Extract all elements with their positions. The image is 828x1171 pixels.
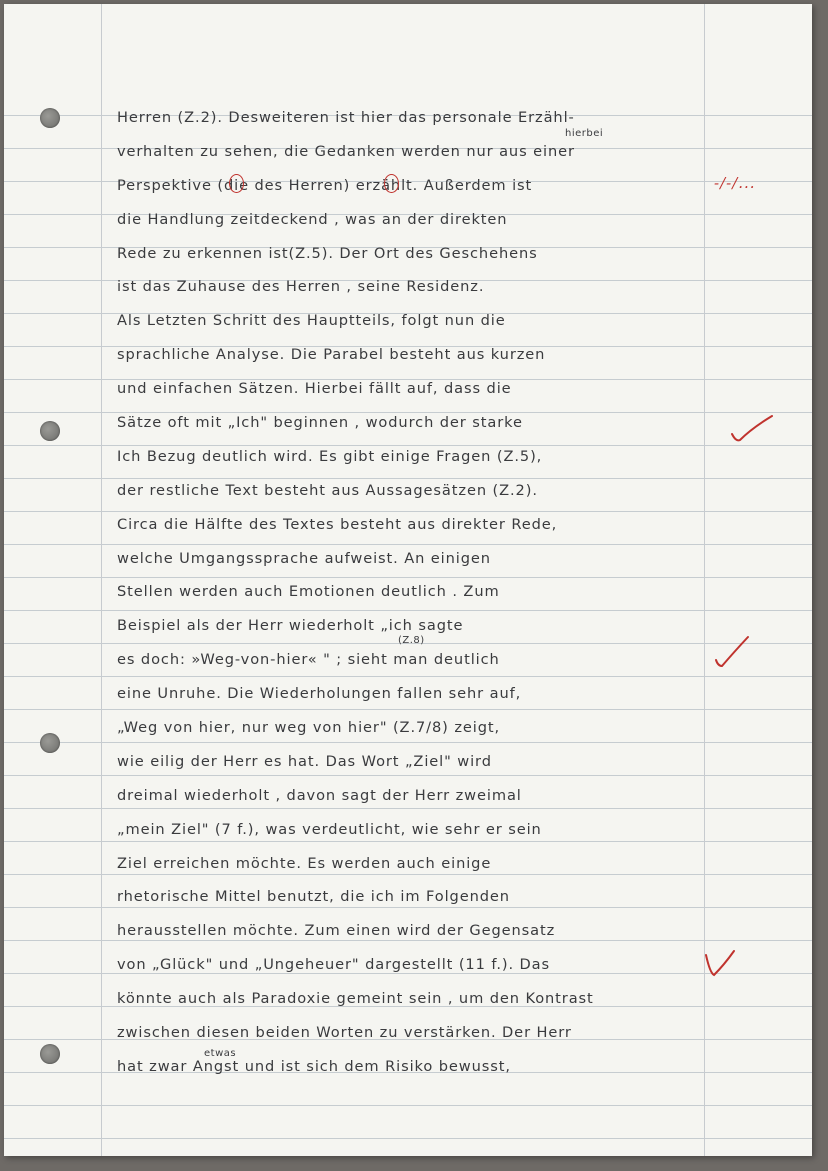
text-line: Circa die Hälfte des Textes besteht aus direkter Rede, (117, 515, 558, 533)
insertion-hierbei: hierbei (565, 128, 604, 139)
correction-circle-mark (229, 174, 244, 193)
left-margin-line (101, 4, 102, 1156)
right-margin-line (704, 4, 705, 1156)
notebook-page (4, 4, 812, 1156)
text-line: herausstellen möchte. Zum einen wird der Gegensatz (117, 922, 556, 940)
text-line: sprachliche Analyse. Die Parabel besteht aus kurzen (117, 346, 546, 364)
insertion-etwas: etwas (204, 1048, 237, 1059)
text-line: ist das Zuhause des Herren , seine Residenz. (117, 278, 485, 296)
text-line: Perspektive (die des Herren) erzählt. Außerdem ist (117, 176, 533, 194)
text-line: welche Umgangssprache aufweist. An einigen (117, 549, 491, 567)
text-line: Als Letzten Schritt des Hauptteils, folgt nun die (117, 312, 506, 330)
text-line: Sätze oft mit „Ich" beginnen , wodurch der starke (117, 414, 523, 432)
text-line: „mein Ziel" (7 f.), was verdeutlicht, wie sehr er sein (117, 820, 542, 838)
text-line: hat zwar Angst und ist sich dem Risiko bewusst, (117, 1057, 511, 1075)
text-line: wie eilig der Herr es hat. Das Wort „Ziel" wird (117, 752, 492, 770)
text-line: Ich Bezug deutlich wird. Es gibt einige Fragen (Z.5), (117, 447, 543, 465)
text-line: der restliche Text besteht aus Aussagesätzen (Z.2). (117, 481, 538, 499)
text-line: verhalten zu sehen, die Gedanken werden nur aus einer (117, 142, 575, 160)
punch-hole-icon (40, 1044, 60, 1064)
checkmark-icon (728, 414, 776, 444)
punch-hole-icon (40, 108, 60, 128)
punch-hole-icon (40, 421, 60, 441)
page-header-band (4, 4, 812, 82)
punch-hole-icon (40, 733, 60, 753)
text-line: könnte auch als Paradoxie gemeint sein , um den Kontrast (117, 990, 594, 1008)
text-line: es doch: »Weg-von-hier« " ; sieht man deutlich (117, 651, 500, 669)
text-line: und einfachen Sätzen. Hierbei fällt auf, dass die (117, 380, 512, 398)
checkmark-icon (712, 634, 752, 670)
text-line: „Weg von hier, nur weg von hier" (Z.7/8) zeigt, (117, 719, 501, 737)
margin-note: -/-/... (714, 174, 756, 192)
handwritten-text (117, 100, 697, 1083)
text-line: dreimal wiederholt , davon sagt der Herr zweimal (117, 786, 522, 804)
checkmark-icon (702, 949, 738, 979)
text-line: Herren (Z.2). Desweiteren ist hier das personale Erzähl- (117, 109, 575, 126)
text-line: rhetorische Mittel benutzt, die ich im Folgenden (117, 888, 510, 906)
insertion-line-ref: (Z.8) (398, 635, 425, 646)
text-line: Beispiel als der Herr wiederholt „ich sagte (117, 617, 464, 635)
text-line: Ziel erreichen möchte. Es werden auch einige (117, 854, 492, 872)
correction-circle-mark (384, 174, 399, 193)
text-line: Rede zu erkennen ist(Z.5). Der Ort des Geschehens (117, 244, 538, 262)
text-line: die Handlung zeitdeckend , was an der direkten (117, 210, 508, 228)
text-line: zwischen diesen beiden Worten zu verstärken. Der Herr (117, 1024, 572, 1042)
text-line: von „Glück" und „Ungeheuer" dargestellt (11 f.). Das (117, 956, 551, 974)
text-line: Stellen werden auch Emotionen deutlich . Zum (117, 583, 500, 601)
text-line: eine Unruhe. Die Wiederholungen fallen sehr auf, (117, 685, 522, 703)
